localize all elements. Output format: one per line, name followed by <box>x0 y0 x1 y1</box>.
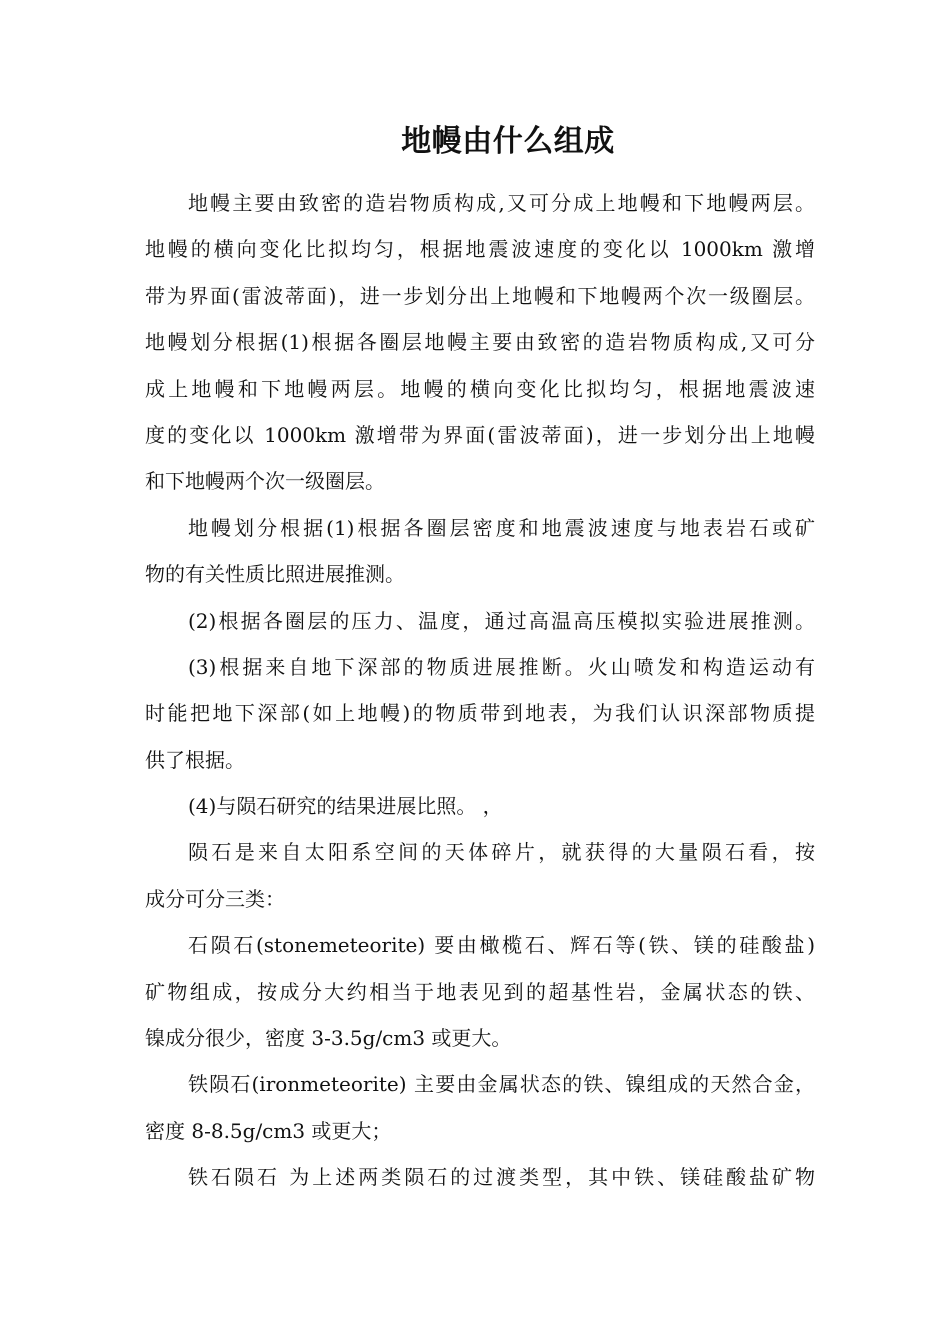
text-line: 度的变化以 1000km 激增带为界面(雷波蒂面)，进一步划分出上地幔 <box>145 422 815 447</box>
text-line: 成分可分三类： <box>145 886 285 911</box>
text-line: 石陨石(stonemeteorite) 要由橄榄石、辉石等(铁、镁的硅酸盐) <box>188 933 815 958</box>
text-line: (2)根据各圈层的压力、温度，通过高温高压模拟实验进展推测。 <box>188 608 815 633</box>
text-line: 供了根据。 <box>145 747 245 772</box>
text-line: 和下地幔两个次一级圈层。 <box>145 469 385 494</box>
text-line: 地幔划分根据(1)根据各圈层密度和地震波速度与地表岩石或矿 <box>188 515 815 540</box>
text-line: 地幔主要由致密的造岩物质构成,又可分成上地幔和下地幔两层。 <box>188 191 815 215</box>
text-line: 铁陨石(ironmeteorite) 主要由金属状态的铁、镍组成的天然合金， <box>188 1072 815 1097</box>
text-line: 成上地幔和下地幔两层。地幔的横向变化比拟均匀，根据地震波速 <box>145 376 815 401</box>
text-line: 矿物组成，按成分大约相当于地表见到的超基性岩，金属状态的铁、 <box>145 979 815 1004</box>
text-line: (4)与陨石研究的结果进展比照。 ， <box>188 794 503 819</box>
text-line: 地幔划分根据(1)根据各圈层地幔主要由致密的造岩物质构成,又可分 <box>145 330 815 355</box>
text-line: 时能把地下深部(如上地幔)的物质带到地表，为我们认识深部物质提 <box>145 701 815 726</box>
text-line: 带为界面(雷波蒂面)，进一步划分出上地幔和下地幔两个次一级圈层。 <box>145 283 815 308</box>
text-line: 密度 8-8.5g/cm3 或更大； <box>145 1118 392 1143</box>
text-line: 陨石是来自太阳系空间的天体碎片，就获得的大量陨石看，按 <box>188 840 815 865</box>
document-title: 地幔由什么组成 <box>401 124 615 159</box>
document-body <box>145 180 815 1201</box>
text-line: 镍成分很少，密度 3-3.5g/cm3 或更大。 <box>145 1026 512 1051</box>
text-line: 铁石陨石 为上述两类陨石的过渡类型，其中铁、镁硅酸盐矿物 <box>188 1165 815 1190</box>
text-line: 物的有关性质比照进展推测。 <box>145 562 405 587</box>
text-line: 地幔的横向变化比拟均匀，根据地震波速度的变化以 1000km 激增 <box>145 237 815 262</box>
text-line: (3)根据来自地下深部的物质进展推断。火山喷发和构造运动有 <box>188 654 815 679</box>
